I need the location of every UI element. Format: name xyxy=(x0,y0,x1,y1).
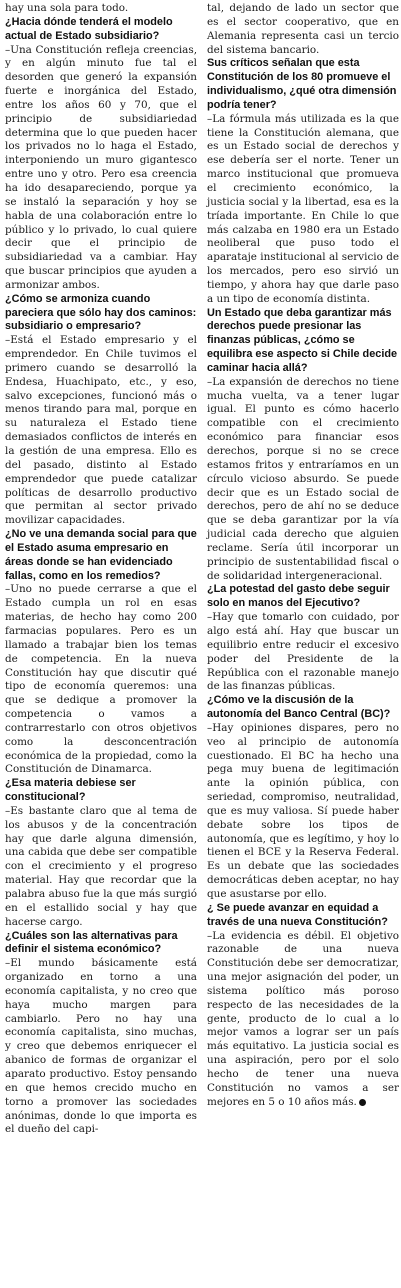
interview-question: ¿No ve una demanda social para que el Estado asuma empresario en áreas donde se han evidenciado fallas, como en los remedios? xyxy=(5,528,197,582)
answer-paragraph: –El mundo básicamente está organizado en torno a una economía capitalista, y no creo que haya mucho margen para cambiarlo. Pero no hay una economía capitalista, sino muchas, y creo que debemos enriquecer el abanico de formas de organizar el aparato productivo. Estoy pensando en que hemos crecido mucho en torno a promover las sociedades anónimas, donde lo que importa es el dueño del capi- xyxy=(5,957,197,1136)
interview-question: ¿Cómo se armoniza cuando pareciera que sólo hay dos caminos: subsidiario o empresario? xyxy=(5,292,197,333)
article-column-left xyxy=(5,0,197,1288)
interview-question: ¿Esa materia debiese ser constitucional? xyxy=(5,777,136,804)
end-of-article-icon xyxy=(359,1099,366,1106)
interview-question: Un Estado que deba garantizar más derechos puede presionar las finanzas públicas, ¿cómo se equilibra ese aspecto si Chile decide caminar hacia allá? xyxy=(207,306,398,374)
answer-paragraph: –Hay opiniones dispares, pero no veo al principio de autonomía cuestionado. El BC ha hecho una pega muy buena de legitimación ante la opinión pública, con seriedad, compromiso, neutralidad, que es muy valiosa. Sí puede haber debate sobre los tipos de autonomía, que es legítimo, y hoy lo tienen el BCE y la Reserva Federal. Es un debate que las sociedades democráticas deben aceptar, no hay que asustarse por ello. xyxy=(207,721,399,900)
answer-text: –La evidencia es débil. El objetivo razonable de una nueva Constitución debe ser democratizar, una mejor asignación del poder, un sistema político más poroso respecto de las necesidades de la gente, producto de lo cual a lo mejor vamos a lograr ser un país más equitativo. La justicia social es una aspiración, pero por el solo hecho de tener una nueva Constitución no vamos a ser mejores en 5 o 10 años más. xyxy=(207,929,399,1108)
interview-question: ¿La potestad del gasto debe seguir solo en manos del Ejecutivo? xyxy=(207,583,390,610)
answer-paragraph: –La fórmula más utilizada es la que tiene la Constitución alemana, que es un Estado social de derechos y ese debería ser el norte. Tener un marco institucional que promueva el crecimiento económico, la justicia social y la libertad, esa es la tríada importante. En Chile lo que más calzaba en 1980 era un Estado neoliberal que puso todo el aparataje institucional al servicio de los mercados, pero eso sirvió un tiempo, y ahora hay que darle paso a un tipo de economía distinta. xyxy=(207,112,399,305)
answer-paragraph: –Uno no puede cerrarse a que el Estado cumpla un rol en esas materias, de hecho hay como 200 farmacias populares. Pero es un llamado a trabajar bien los temas de competencia. En la nueva Constitución hay que discutir qué tipo de economía queremos: una que se dedique a promover la competencia o vamos a contrarrestarlo con otros objetivos como la desconcentración económica de la propiedad, como la Constitución de Dinamarca. xyxy=(5,583,197,776)
answer-paragraph-final xyxy=(207,930,399,1110)
answer-paragraph: –Es bastante claro que al tema de los abusos y de la concentración hay que darle alguna dimensión, una cabida que debe ser compatible con el crecimiento y el progreso material. Hay que recordar que la palabra abuso fue la que más surgió en el estallido social y hay que hacerse cargo. xyxy=(5,804,197,928)
interview-question: ¿Cómo ve la discusión de la autonomía del Banco Central (BC)? xyxy=(207,694,391,721)
paragraph: tal, dejando de lado un sector que es el sector cooperativo, que en Alemania representa casi un tercio del sistema bancario. xyxy=(207,2,399,56)
answer-paragraph: –Una Constitución refleja creencias, y en algún minuto fue tal el desorden que generó la expansión fuerte e inorgánica del Estado, entre los años 60 y 70, que el principio de subsidiariedad determina que lo que pueden hacer los privados no lo haga el Estado, interponiendo un muro gigantesco entre uno y otro. Pero esa creencia ha ido desapareciendo, porque ya se instaló la separación y hoy se habla de una colaboración entre lo público y lo privado, lo cual quiere decir que el principio de subsidiariedad va a cambiar. Hay que buscar principios que ayuden a armonizar ambos. xyxy=(5,43,197,291)
article-column-right xyxy=(207,0,399,1288)
answer-paragraph: –Hay que tomarlo con cuidado, por algo está ahí. Hay que buscar un equilibrio entre reducir el excesivo poder del Presidente de la República con el razonable manejo de las finanzas públicas. xyxy=(207,611,399,693)
interview-question: ¿Cuáles son las alternativas para definir el sistema económico? xyxy=(5,929,178,956)
paragraph: hay una sola para todo. xyxy=(5,2,129,14)
interview-question: ¿ Se puede avanzar en equidad a través de una nueva Constitución? xyxy=(207,901,388,928)
interview-question: ¿Hacia dónde tenderá el modelo actual de Estado subsidiario? xyxy=(5,15,173,42)
interview-question: Sus críticos señalan que esta Constitución de los 80 promueve el individualismo, ¿qué otra dimensión podría tener? xyxy=(207,57,397,111)
answer-paragraph: –Está el Estado empresario y el emprendedor. En Chile tuvimos el primero cuando se desarrolló la Endesa, Huachipato, etc., y eso, salvo excepciones, funcionó más o menos tirando para mal, porque en su naturaleza el Estado tiene demasiados conflictos de interés en la gestión de una empresa. Ello es del pasado, distinto al Estado emprendedor que puede catalizar políticas de desarrollo productivo que permitan al sector privado movilizar capacidades. xyxy=(5,334,197,527)
answer-paragraph: –La expansión de derechos no tiene mucha vuelta, va a tener lugar igual. El punto es cómo hacerlo compatible con el crecimiento económico para financiar esos derechos, porque si no se crece estamos fritos y entraríamos en un círculo vicioso absurdo. Se puede decir que es un Estado social de derechos, pero de ahí no se deduce que se deba garantizar por la vía judicial cada derecho que alguien reclame. Sería útil incorporar un principio de sustentabilidad fiscal o de solidaridad intergeneracional. xyxy=(207,375,399,582)
